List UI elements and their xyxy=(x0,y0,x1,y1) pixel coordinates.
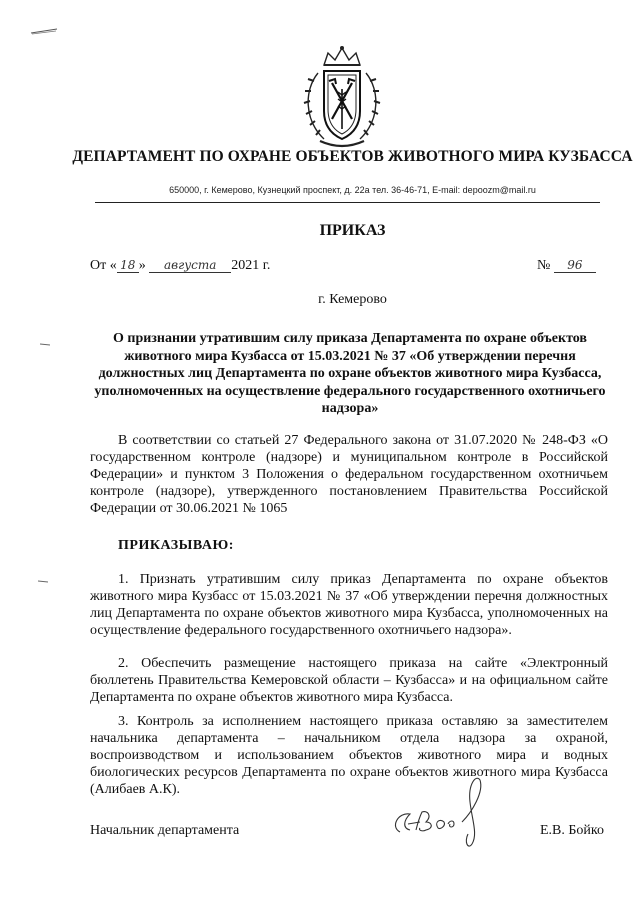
order-item-3: 3. Контроль за исполнением настоящего приказа оставляю за заместителем начальника департамента – начальником отдела надзора за охраной, воспроизводством и использованием объектов животного мира и водных биологических ресурсов Департамента по охране объектов животного мира Кузбасса (Алибаев А.К). xyxy=(90,714,608,797)
date-month: августа xyxy=(149,258,231,273)
handwritten-signature-icon xyxy=(380,772,495,852)
order-word: ПРИКАЗЫВАЮ: xyxy=(118,538,234,553)
order-city: г. Кемерово xyxy=(318,292,387,307)
header-divider xyxy=(95,202,600,203)
date-year: 2021 г. xyxy=(231,258,271,273)
date-day: 18 xyxy=(117,258,139,273)
order-title: ПРИКАЗ xyxy=(319,222,386,239)
order-number xyxy=(537,258,596,274)
order-item-1: 1. Признать утратившим силу приказ Департамента по охране объектов животного мира Кузбасс от 15.03.2021 № 37 «Об утверждении перечня должностных лиц Департамента по охране объектов животного мира Кузбасса, уполномоченных на осуществление федерального государственного охотничьего надзора». xyxy=(90,572,608,638)
margin-tick-icon xyxy=(38,579,48,583)
department-address: 650000, г. Кемерово, Кузнецкий проспект, д. 22а тел. 36-46-71, E-mail: depoozm@mail.ru xyxy=(169,185,536,195)
order-item-2: 2. Обеспечить размещение настоящего приказа на сайте «Электронный бюллетень Правительства Кемеровской области – Кузбасса» и на официальном сайте Департамента по охране объектов животного мира Кузбасса. xyxy=(90,656,608,705)
margin-tick-icon xyxy=(40,342,50,346)
order-subject: О признании утратившим силу приказа Департамента по охране объектов животного мира Кузбасса от 15.03.2021 № 37 «Об утверждении перечня должностных лиц Департамента по охране объектов животного мира Кузбасса, уполномоченных на осуществление федерального государственного охотничьего надзора» xyxy=(94,331,606,416)
signer-position: Начальник департамента xyxy=(90,823,240,838)
date-prefix: От « xyxy=(90,258,117,273)
order-date xyxy=(90,258,270,274)
scan-mark-icon xyxy=(30,27,58,35)
date-mid: » xyxy=(138,258,146,273)
preamble-paragraph: В соответствии со статьей 27 Федерального закона от 31.07.2020 № 248-ФЗ «О государственном контроле (надзоре) и муниципальном контроле в Российской Федерации» и пунктом 3 Положения о федеральном государственном охотничьем контроле (надзоре), утвержденного постановлением Правительства Российской Федерации от 30.06.2021 № 1065 xyxy=(90,433,608,516)
number-prefix: № xyxy=(537,258,551,273)
number-value: 96 xyxy=(554,258,596,273)
coat-of-arms-icon xyxy=(298,45,386,153)
department-title: ДЕПАРТАМЕНТ ПО ОХРАНЕ ОБЪЕКТОВ ЖИВОТНОГО МИРА КУЗБАССА xyxy=(72,148,633,165)
signer-name: Е.В. Бойко xyxy=(540,823,605,838)
